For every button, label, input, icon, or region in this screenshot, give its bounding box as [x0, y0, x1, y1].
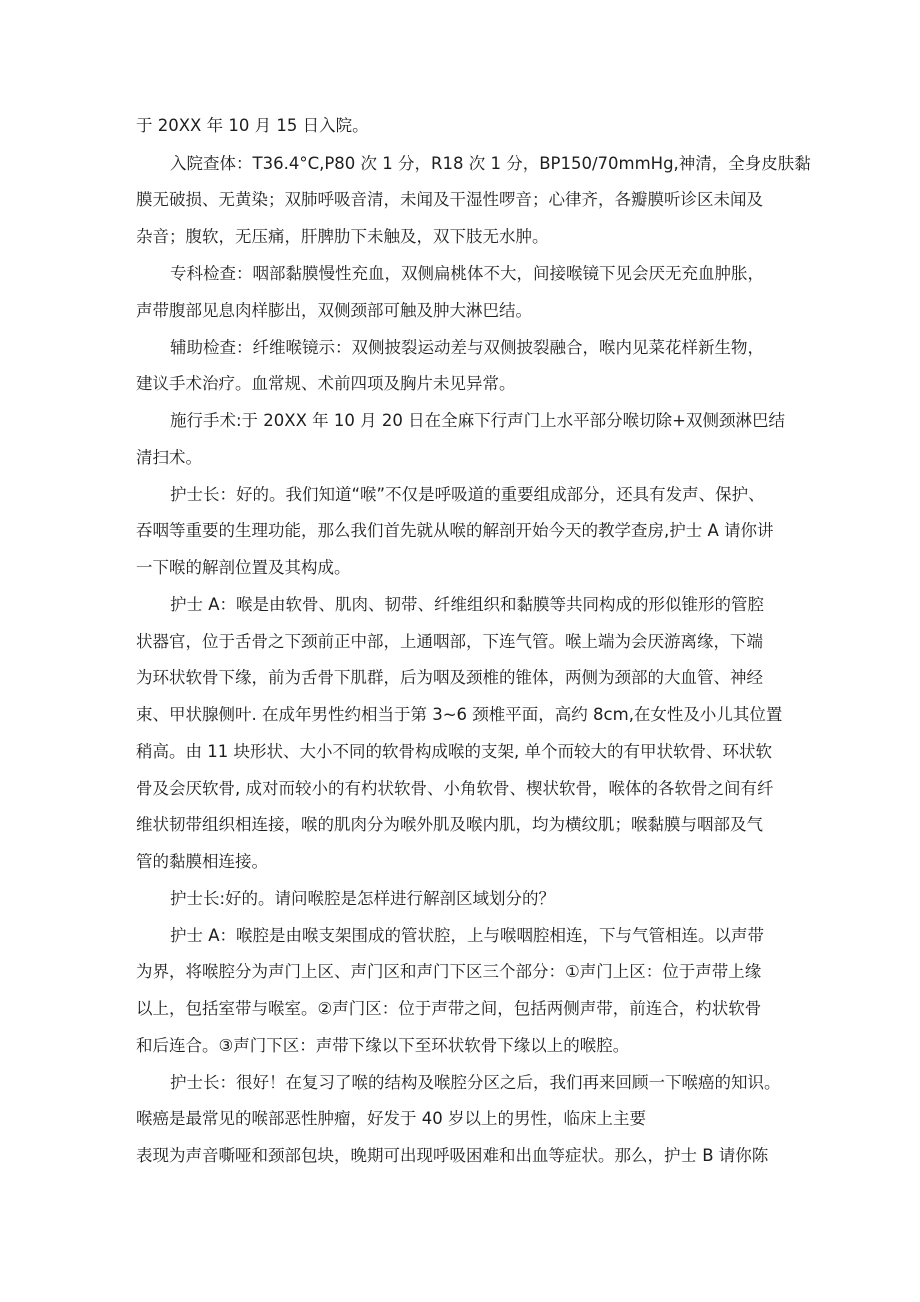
text-line: 维状韧带组织相连接，喉的肌肉分为喉外肌及喉内肌，均为横纹肌；喉黏膜与咽部及气 — [136, 815, 763, 834]
text-line: 为环状软骨下缘，前为舌骨下肌群，后为咽及颈椎的锥体，两侧为颈部的大血管、神经 — [136, 668, 763, 687]
text-line-auxiliary-exam: 辅助检查：纤维喉镜示：双侧披裂运动差与双侧披裂融合，喉内见菜花样新生物， — [170, 338, 764, 357]
text-line: 为界，将喉腔分为声门上区、声门区和声门下区三个部分：①声门上区：位于声带上缘 — [136, 962, 762, 981]
text-line-head-nurse-review: 护士长：很好！在复习了喉的结构及喉腔分区之后，我们再来回顾一下喉癌的知识。 — [170, 1073, 781, 1092]
text-line: 状器官，位于舌骨之下颈前正中部，上通咽部，下连气管。喉上端为会厌游离缘，下端 — [136, 632, 763, 651]
text-line: 管的黏膜相连接。 — [136, 852, 268, 871]
text-line: 杂音；腹软，无压痛，肝脾肋下未触及，双下肢无水肿。 — [136, 227, 549, 246]
text-line: 建议手术治疗。血常规、术前四项及胸片未见异常。 — [136, 374, 516, 393]
text-line-surgery: 施行手术:于 20XX 年 10 月 20 日在全麻下行声门上水平部分喉切除+双侧颈淋巴结 — [170, 411, 785, 430]
text-line: 一下喉的解剖位置及其构成。 — [136, 558, 351, 577]
text-line: 喉癌是最常见的喉部恶性肿瘤，好发于 40 岁以上的男性，临床上主要 — [136, 1109, 646, 1128]
text-line-nurse-a-cavity: 护士 A：喉腔是由喉支架围成的管状腔，上与喉咽腔相连，下与气管相连。以声带 — [170, 926, 765, 945]
text-line-head-nurse-question: 护士长:好的。请问喉腔是怎样进行解剖区域划分的？ — [170, 889, 556, 908]
text-line: 稍高。由 11 块形状、大小不同的软骨构成喉的支架, 单个而较大的有甲状软骨、环状软 — [136, 742, 772, 761]
text-line: 骨及会厌软骨, 成对而较小的有杓状软骨、小角软骨、楔状软骨，喉体的各软骨之间有纤 — [136, 779, 774, 798]
text-line: 表现为声音嘶哑和颈部包块，晚期可出现呼吸困难和出血等症状。那么，护士 B 请你陈 — [136, 1146, 769, 1165]
text-line-head-nurse-intro: 护士长：好的。我们知道“喉”不仅是呼吸道的重要组成部分，还具有发声、保护、 — [170, 485, 765, 504]
text-line: 清扫术。 — [136, 448, 202, 467]
text-line: 束、甲状腺侧叶. 在成年男性约相当于第 3~6 颈椎平面，高约 8cm,在女性及小儿其位置 — [136, 705, 783, 724]
text-line: 吞咽等重要的生理功能，那么我们首先就从喉的解剖开始今天的教学查房,护士 A 请你讲 — [136, 521, 774, 540]
text-line: 声带腹部见息肉样膨出，双侧颈部可触及肿大淋巴结。 — [136, 301, 532, 320]
text-line: 以上，包括室带与喉室。②声门区：位于声带之间，包括两侧声带，前连合，杓状软骨 — [136, 999, 762, 1018]
text-line-exam-start: 入院查体：T36.4°C,P80 次 1 分，R18 次 1 分，BP150∕70mmHg,神清，全身皮肤黏 — [170, 154, 811, 173]
text-line-admission-date: 于 20XX 年 10 月 15 日入院。 — [136, 116, 369, 135]
text-line: 和后连合。③声门下区：声带下缘以下至环状软骨下缘以上的喉腔。 — [136, 1036, 630, 1055]
text-line-nurse-a-anatomy: 护士 A：喉是由软骨、肌肉、韧带、纤维组织和黏膜等共同构成的形似锥形的管腔 — [170, 595, 765, 614]
text-line: 膜无破损、无黄染；双肺呼吸音清，未闻及干湿性啰音；心律齐，各瓣膜听诊区未闻及 — [136, 190, 763, 209]
text-line-specialist-exam: 专科检查：咽部黏膜慢性充血，双侧扁桃体不大，间接喉镜下见会厌无充血肿胀， — [170, 264, 764, 283]
